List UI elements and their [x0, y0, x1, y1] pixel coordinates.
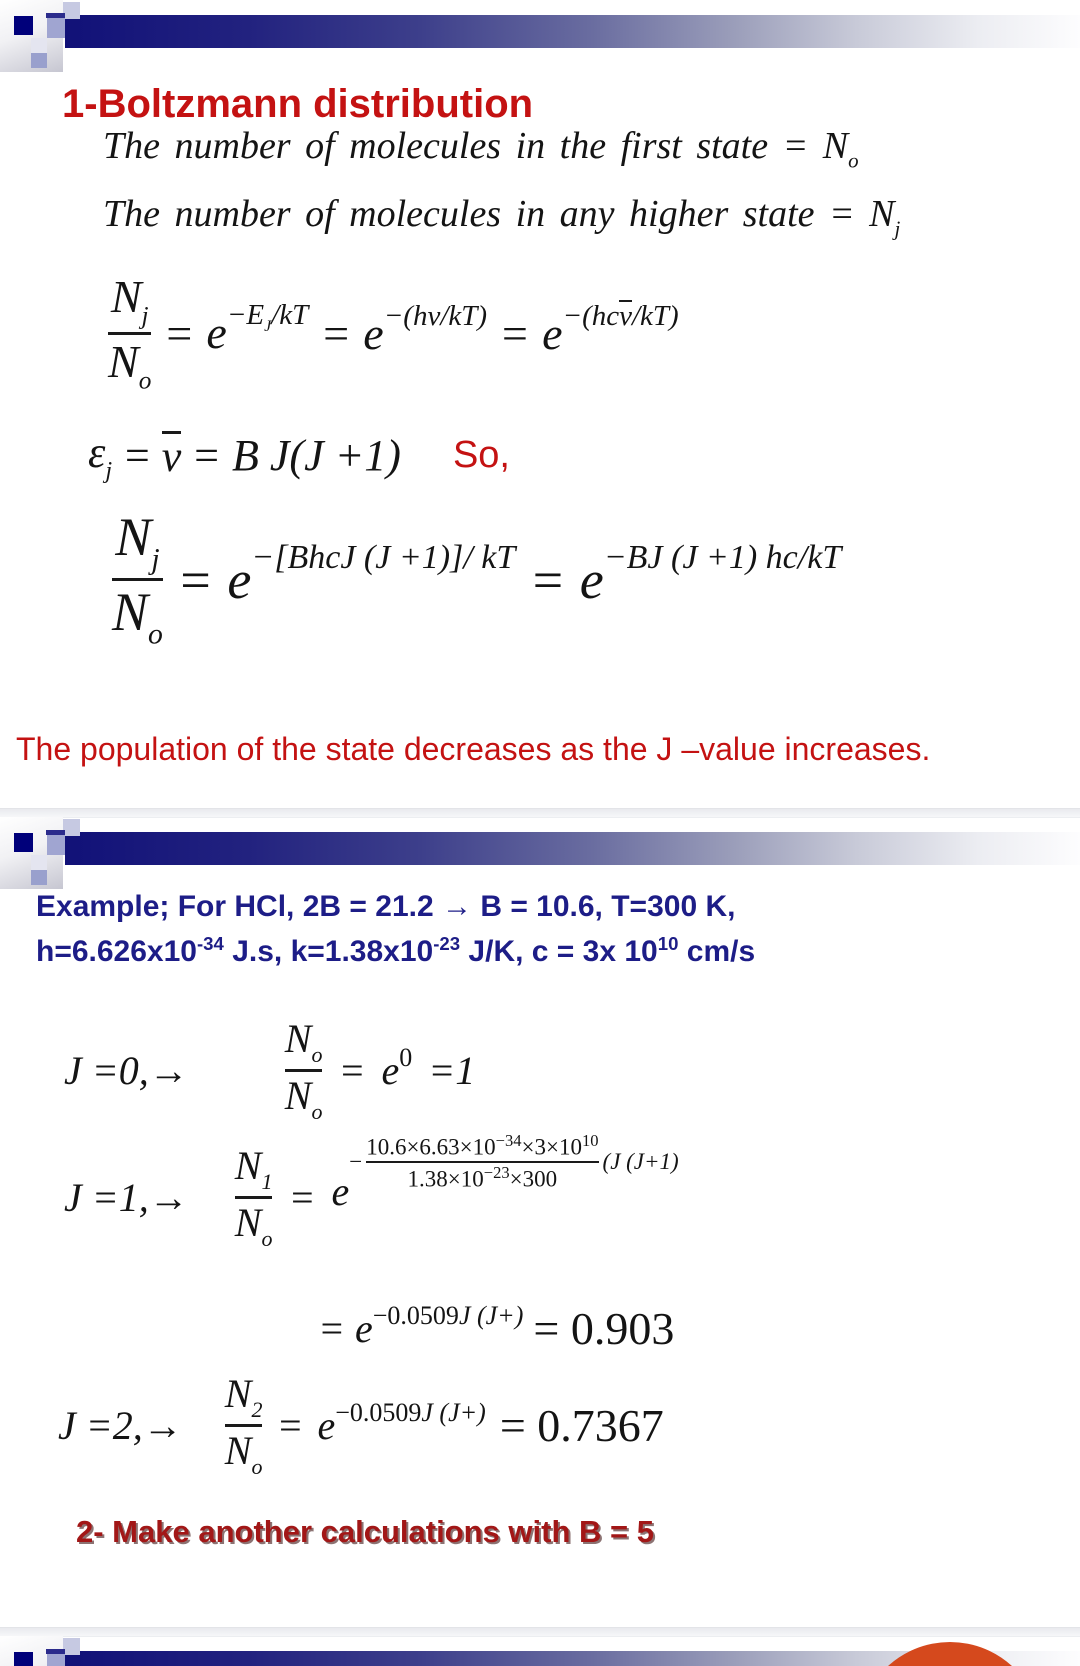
intro-line-1-subscript: o: [848, 148, 859, 173]
corner-square: [31, 53, 47, 68]
equals-sign: =: [338, 1048, 366, 1093]
e-base: e: [331, 1168, 350, 1214]
fraction-n1-no: [235, 1145, 273, 1250]
equation-rhs: = B J(J +1): [191, 430, 401, 480]
result-value: = 0.903: [533, 1302, 675, 1354]
exponent-sup: 10: [657, 933, 679, 954]
corner-square: [47, 18, 65, 38]
corner-square: [47, 835, 65, 855]
corner-square: [31, 855, 47, 870]
corner-square: [31, 38, 47, 53]
e-base: e: [355, 1305, 373, 1351]
exponent-text: −[BhcJ (J +1)]/ kT: [251, 538, 516, 576]
equals-sign: =: [288, 1175, 316, 1220]
exp-frac-den: 1.38×10: [407, 1166, 484, 1192]
frac-denominator-sub: o: [138, 365, 152, 394]
fraction-bar: [235, 1196, 273, 1199]
conclusion-text: The population of the state decreases as the J –value increases.: [16, 731, 931, 767]
exp-term: [355, 1300, 524, 1352]
equals-sign: =: [318, 1305, 345, 1351]
equals-sign: =: [163, 307, 195, 359]
exponent-text: −(hν/kT): [383, 299, 488, 332]
frac-numerator-sub: 1: [261, 1169, 273, 1194]
exp-term-2: [579, 538, 842, 611]
frac-denominator: N: [284, 1073, 312, 1118]
j2-label: J =2,→: [58, 1403, 183, 1448]
corner-square: [63, 2, 80, 19]
equals-sign: =: [529, 549, 566, 610]
frac-denominator: N: [112, 582, 149, 642]
exponent-text: −BJ (J +1) hc/kT: [603, 538, 842, 576]
fraction-n2-no: [225, 1373, 263, 1478]
fraction-bar: [366, 1161, 598, 1163]
j0-row: [64, 1018, 475, 1123]
fraction-bar: [225, 1424, 263, 1427]
corner-square: [46, 1649, 65, 1654]
example-line-1: Example; For HCl, 2B = 21.2 → B = 10.6, T=300 K,: [36, 890, 736, 923]
slide1-title: 1-Boltzmann distribution: [62, 81, 534, 126]
exp-tail: (J (J+1): [602, 1148, 679, 1174]
j0-label: J =0,→: [64, 1048, 189, 1093]
nu-bar: ν: [619, 299, 632, 332]
minus-sign: −: [349, 1148, 363, 1174]
exponent-text: 0: [399, 1043, 413, 1072]
exp-frac-num: ×3×10: [521, 1134, 582, 1160]
constants-text: h=6.626x10: [36, 935, 197, 968]
corner-square: [31, 870, 47, 885]
so-label: So,: [452, 433, 510, 476]
exp-term: [381, 1043, 413, 1094]
slide1-header-decoration: [0, 0, 1080, 72]
frac-numerator-sub: 2: [251, 1397, 263, 1422]
equals-sign: =: [176, 549, 214, 610]
frac-denominator: N: [224, 1428, 252, 1473]
frac-numerator-sub: o: [311, 1042, 323, 1067]
e-base: e: [579, 549, 604, 610]
frac-numerator: N: [115, 506, 152, 567]
j1-label: J =1,→: [64, 1175, 189, 1220]
slide2-header-decoration: [0, 817, 1080, 889]
result-value: =1: [428, 1048, 476, 1093]
slide-divider: [0, 808, 1080, 818]
exponent-text: −(hc: [562, 299, 620, 332]
corner-gradient-strip: [0, 1636, 63, 1666]
intro-line-1-text: The number of molecules in the first state = N: [103, 125, 849, 167]
j2-row: [58, 1368, 664, 1483]
intro-line-2: [103, 192, 900, 239]
corner-square: [63, 1638, 80, 1655]
e-base: e: [206, 307, 227, 359]
exponent-sup: -23: [433, 933, 461, 954]
j1-row: [64, 1130, 679, 1255]
corner-gradient-strip: [0, 0, 63, 72]
e-base: e: [363, 307, 384, 359]
frac-numerator-sub: j: [141, 301, 149, 330]
exponent-text: −E: [226, 299, 265, 332]
big-exponent: [349, 1132, 679, 1192]
frac-numerator-sub: j: [151, 543, 160, 576]
exponent-text: J (J+): [458, 1300, 524, 1330]
nu-bar: ν: [161, 432, 182, 481]
fraction-nj-no: [108, 270, 152, 394]
frac-denominator-sub: o: [261, 1225, 273, 1251]
epsilon-sub: j: [105, 456, 113, 484]
exponent-text: /kT: [271, 299, 309, 332]
boltzmann-equation-1: [108, 258, 679, 408]
e-base: e: [317, 1403, 336, 1448]
corner-gradient-strip: [0, 817, 63, 889]
result-value: = 0.7367: [499, 1400, 664, 1451]
orange-circle-decoration: [858, 1642, 1042, 1666]
exp-sup: −34: [495, 1130, 522, 1150]
e-base: e: [542, 307, 563, 359]
slide-divider: [0, 1627, 1080, 1637]
fraction-bar: [108, 332, 151, 335]
epsilon-equation: [88, 420, 510, 490]
exp-sup: 10: [581, 1130, 599, 1150]
frac-numerator: N: [224, 1371, 252, 1417]
header-gradient-bar: [65, 832, 1080, 865]
boltzmann-equation-2: [112, 492, 841, 667]
corner-square: [14, 16, 33, 35]
example-line-2: [36, 933, 755, 969]
intro-line-2-text: The number of molecules in any higher state = N: [103, 193, 895, 235]
exponent-sup: -34: [196, 933, 224, 954]
frac-denominator-sub: o: [148, 618, 163, 651]
frac-denominator-sub: o: [311, 1098, 323, 1124]
corner-square: [14, 833, 33, 852]
j1-result-row: [318, 1288, 674, 1368]
frac-denominator: N: [234, 1200, 262, 1245]
frac-numerator: N: [234, 1143, 262, 1189]
corner-square: [46, 830, 65, 835]
equals-sign: =: [499, 307, 531, 359]
exponent-text: −0.0509: [372, 1300, 459, 1330]
corner-square: [46, 13, 65, 18]
corner-square: [63, 819, 80, 836]
frac-numerator: N: [284, 1016, 312, 1062]
constants-text: J/K, c = 3x 10: [460, 935, 658, 968]
fraction-nj-no: [112, 506, 163, 651]
equals-sign: =: [320, 307, 352, 359]
corner-square: [14, 1652, 33, 1666]
e-base: e: [381, 1048, 400, 1093]
exp-sup: −23: [483, 1162, 510, 1182]
header-gradient-bar: [65, 15, 1080, 48]
equals-sign: =: [122, 430, 152, 480]
frac-denominator-sub: o: [251, 1453, 263, 1479]
intro-line-1: [103, 124, 859, 171]
exponent-text: −0.0509: [335, 1398, 422, 1427]
exp-term-2: [363, 299, 488, 360]
frac-denominator: N: [108, 335, 139, 387]
exponent-fraction: [366, 1132, 598, 1192]
exercise-note: 2- Make another calculations with B = 5: [76, 1514, 654, 1549]
exp-term-1: [206, 299, 309, 359]
exp-frac-den: ×300: [509, 1166, 558, 1192]
exp-term-1: [227, 538, 516, 611]
exponent-text: J (J+): [421, 1398, 486, 1427]
e-base: e: [227, 549, 252, 610]
fraction-bar: [285, 1069, 323, 1072]
exp-frac-num: 10.6×6.63×10: [366, 1134, 496, 1160]
equals-sign: =: [276, 1403, 304, 1448]
constants-text: J.s, k=1.38x10: [223, 935, 434, 968]
constants-text: cm/s: [678, 935, 756, 968]
fraction-no-no: [285, 1018, 323, 1123]
epsilon: ε: [88, 427, 106, 477]
fraction-bar: [112, 578, 163, 581]
exp-term-3: [542, 299, 679, 360]
corner-square: [47, 1654, 65, 1666]
exponent-sub: J: [264, 318, 272, 336]
frac-numerator: N: [110, 270, 142, 322]
exponent-text: /kT): [631, 299, 679, 332]
exp-term: [317, 1398, 486, 1449]
intro-line-2-subscript: j: [894, 216, 901, 241]
